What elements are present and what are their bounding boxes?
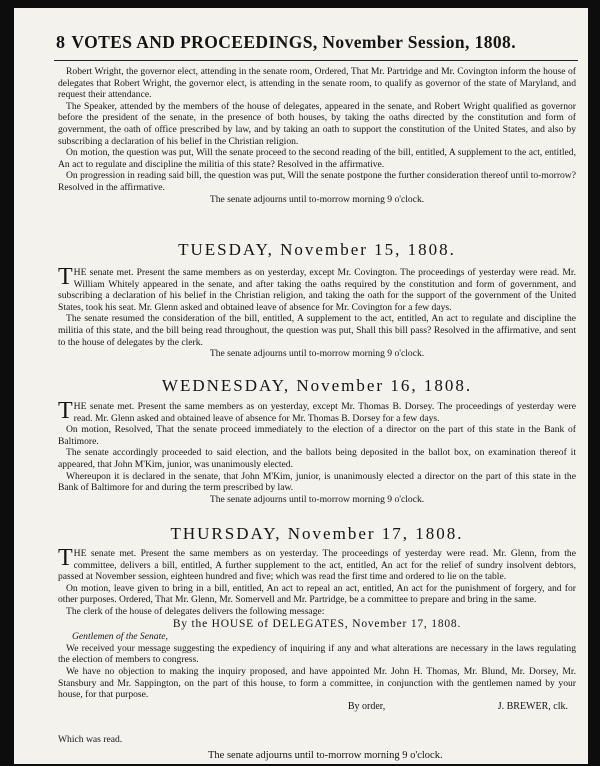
tuesday-paragraph: THE senate met. Present the same members as on yesterday, except Mr. Covington. The proceedings of yesterday were read. Mr. William Whitely appeared in the senate, and after taking the oaths required by the constitution and form of government, and subscribing a declaration of his belief in the Christian religion, and taking the oath for the support of the government of the United States, took his seat. Mr. Glenn asked and obtained leave of absence for Mr. Covington for a few days. [58,264,576,313]
document-page [14,8,588,764]
day-heading-thursday: THURSDAY, November 17, 1808. [170,524,464,543]
thursday-paragraph: THE senate met. Present the same members as on yesterday. The proceedings of yesterday were read. Mr. Glenn, from the committee, delivers a bill, entitled, A further supplement to the act, entitled, An act for the relief of sundry insolvent debtors, passed at November session, eighteen hundred and five; which was read the first time and ordered to lie on the table. [58,545,576,583]
wednesday-paragraph: The senate accordingly proceeded to said election, and the ballots being deposited in the ballot box, on examination thereof it appeared, that John M'Kim, junior, was unanimously elected. [58,447,576,470]
day-heading-tuesday: TUESDAY, November 15, 1808. [178,240,456,259]
thursday-paragraph: On motion, leave given to bring in a bill, entitled, An act to repeal an act, entitled, An act for the punishment of forgery, and for other purposes. Ordered, That Mr. Glenn, Mr. Somervell and Mr. Partridge, be a committee to prepare and bring in the same. [58,582,576,606]
wednesday-paragraph: On motion, Resolved, That the senate proceed immediately to the election of a director on the part of this state in the Bank of Baltimore. [58,424,576,447]
adjourn-line: The senate adjourns until to-morrow morning 9 o'clock. [209,493,425,505]
intro-paragraph: Robert Wright, the governor elect, attending in the senate room, Ordered, That Mr. Partridge and Mr. Covington inform the house of delegates that Robert Wright, the governor elect, is attending in the senate room, to qualify as governor of the state of Maryland, and request their attendance. [58,66,576,101]
signature: J. BREWER, clk. [497,700,568,712]
intro-paragraph: On motion, the question was put, Will the senate proceed to the second reading of the bill, entitled, A supplement to the act, entitled, An act to regulate and discipline the militia of this state? Resolved in the affirmative. [58,147,576,170]
message-paragraph: We received your message suggesting the expediency of inquiring if any and what alterations are necessary in the laws regulating the election of members to congress. [58,642,576,666]
intro-paragraph: On progression in reading said bill, the question was put, Will the senate postpone the further consideration thereof until to-morrow? Resolved in the affirmative. [58,170,576,193]
by-order: By order, [347,700,386,712]
drop-initial: T [58,545,73,571]
adjourn-line: The senate adjourns until to-morrow morning 9 o'clock. [209,348,425,360]
tuesday-paragraph: The senate resumed the consideration of the bill, entitled, A supplement to the act, entitled, An act to regulate and discipline the militia of this state, and the bill being read throughout, the question was put, Shall this bill pass? Resolved in the affirmative, and sent to the house of delegates by the clerk. [58,313,576,348]
adjourn-line: The senate adjourns until to-morrow morning 9 o'clock. [208,750,443,761]
drop-initial: T [58,398,73,424]
page-title: VOTES AND PROCEEDINGS, November Session, 1808. [71,32,516,52]
thursday-paragraph: The clerk of the house of delegates delivers the following message: [66,605,325,617]
thursday-section [58,545,576,712]
wednesday-section [58,398,576,505]
drop-initial: T [58,264,73,290]
message-paragraph: We have no objection to making the inquiry proposed, and have appointed Mr. John H. Thomas, Mr. Blund, Mr. Dorsey, Mr. Stansbury and Mr. Sappington, on the part of this house, to form a committee, in conjunction with the gentlemen named by your house, for that purpose. [58,665,576,701]
adjourn-line: The senate adjourns until to-morrow morning 9 o'clock. [209,193,425,205]
wednesday-paragraph: THE senate met. Present the same members as on yesterday, except Mr. Thomas B. Dorsey. The proceedings of yesterday were read. Mr. Glenn asked and obtained leave of absence for Mr. Thomas B. Dorsey for a few days. [58,398,576,424]
intro-paragraph: The Speaker, attended by the members of the house of delegates, appeared in the senate, and Robert Wright qualified as governor before the president of the senate, in the presence of both houses, by taking the oaths directed by the constitution and form of government, the oath of office prescribed by law, and by taking an oath to support the constitution of the United States, and also by subscribing a declaration of his belief in the Christian religion. [58,100,576,147]
day-heading-wednesday: WEDNESDAY, November 16, 1808. [161,376,473,395]
message-salutation: Gentlemen of the Senate, [72,631,168,643]
page-number: 8 [56,32,66,52]
wednesday-paragraph: Whereupon it is declared in the senate, that John M'Kim, junior, is unanimously elected a director on the part of this state in the Bank of Baltimore for and during the term prescribed by law. [58,470,576,494]
intro-section [58,66,576,205]
tuesday-section [58,264,576,360]
message-by-line: By the HOUSE of DELEGATES, November 17, 1808. [172,617,462,630]
message-signature [58,701,576,713]
which-was-read: Which was read. [58,734,123,745]
header-rule [54,60,578,61]
page-header [56,32,576,57]
